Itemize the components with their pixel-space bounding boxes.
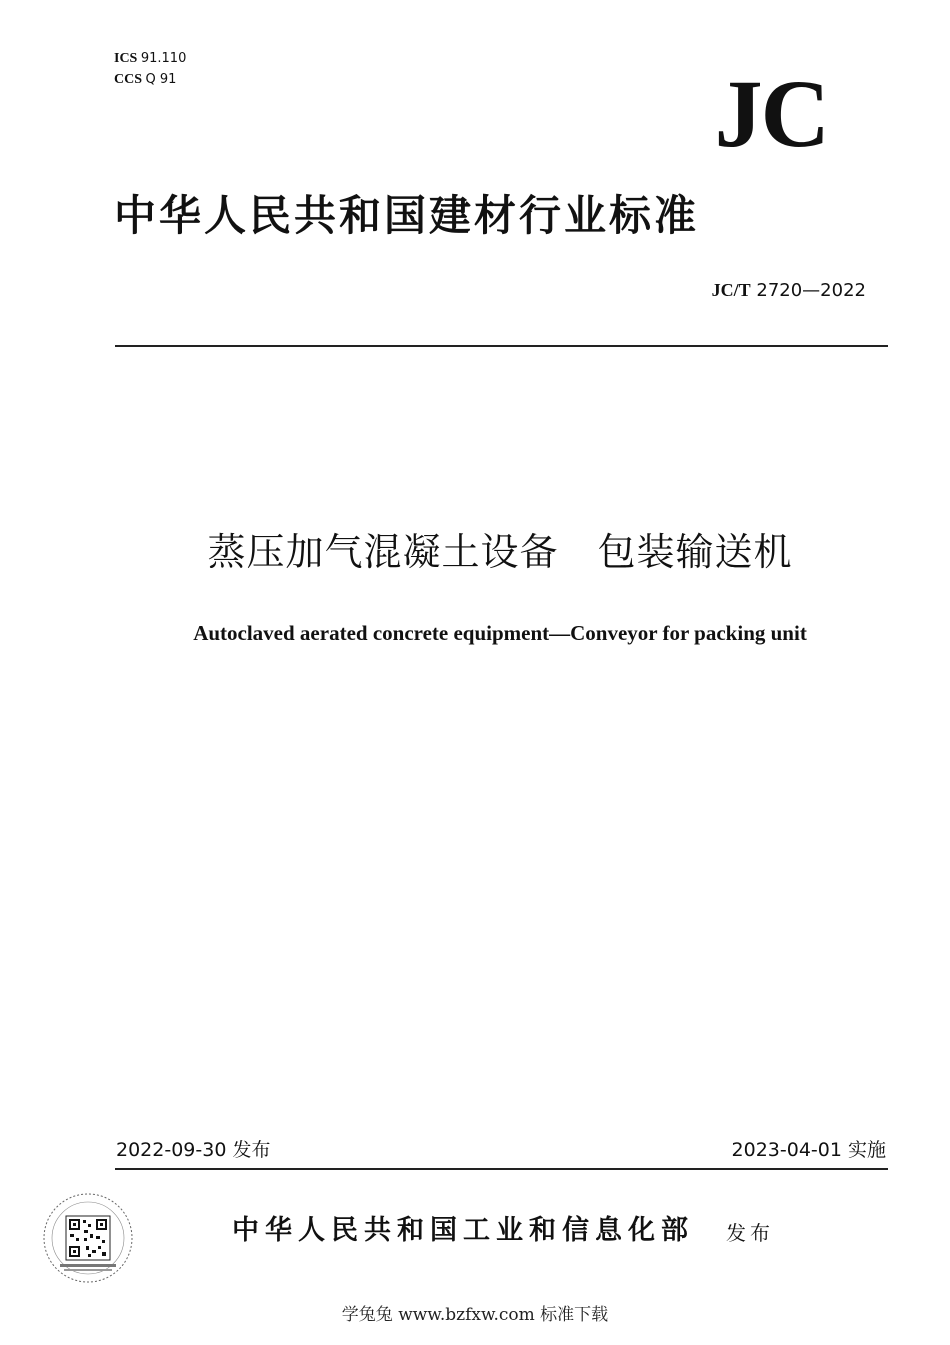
ccs-label: CCS: [114, 72, 143, 87]
publisher-word: 发布: [726, 1221, 774, 1245]
ics-code: [114, 48, 186, 69]
top-divider: [115, 345, 888, 347]
publisher-name: 中华人民共和国工业和信息化部: [232, 1215, 694, 1246]
classification-codes: [114, 48, 186, 90]
standard-number-value: 2720—2022: [756, 280, 866, 301]
jc-logo: JC: [714, 60, 828, 167]
standard-category: 中华人民共和国建材行业标准: [114, 191, 700, 240]
standard-number: [712, 278, 866, 303]
implementation-date-value: 2023-04-01: [731, 1139, 842, 1161]
issue-date-value: 2022-09-30: [116, 1139, 227, 1161]
title-english: Autoclaved aerated concrete equipment—Conveyor for packing unit: [193, 621, 807, 645]
title-chinese: 蒸压加气混凝土设备 包装输送机: [207, 530, 793, 574]
ccs-code: [114, 69, 186, 90]
implementation-date: [732, 1138, 886, 1162]
implementation-word: 实施: [847, 1139, 886, 1161]
issue-date: [116, 1138, 270, 1162]
ics-label: ICS: [114, 51, 138, 66]
watermark-footer: 学兔兔 www.bzfxw.com 标准下载: [341, 1305, 609, 1325]
ics-value: 91.110: [140, 51, 187, 66]
issue-word: 发布: [232, 1139, 271, 1161]
standard-number-prefix: JC/T: [711, 280, 751, 300]
bottom-divider: [115, 1168, 888, 1170]
ccs-value: Q 91: [145, 72, 177, 87]
qr-seal-icon: [40, 1190, 136, 1286]
